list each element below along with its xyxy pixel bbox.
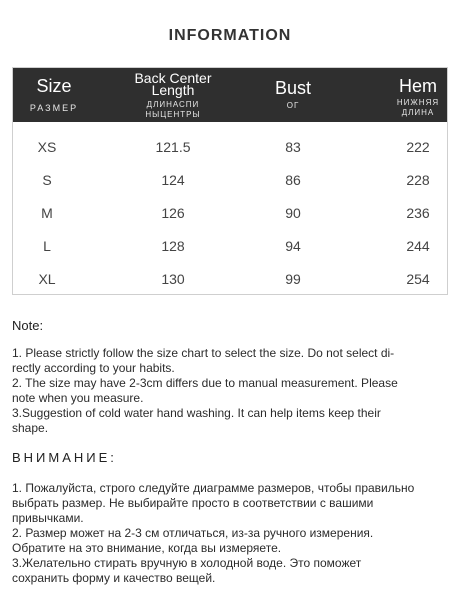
- table-row: [13, 229, 447, 263]
- header-hem-sub2: ДЛИНА: [401, 108, 435, 117]
- header-back-length-line1: Back Center: [134, 70, 212, 86]
- table-row: [13, 130, 447, 164]
- ru-notes: [12, 481, 452, 586]
- size-cell: S: [42, 172, 52, 188]
- header-back-length-sub1: ДЛИНАСПИ: [146, 100, 200, 109]
- header-bust-label: Bust: [274, 78, 312, 98]
- header-back-length: [113, 68, 233, 122]
- note-line: 2. The size may have 2-3cm differs due to manual measurement. Please: [12, 376, 398, 390]
- ru-line: 3.Желательно стирать вручную в холодной воде. Это поможет: [12, 556, 362, 570]
- header-back-length-sub2: НЫЦЕНТРЫ: [145, 110, 201, 119]
- note-line: note when you measure.: [12, 391, 144, 405]
- back-length-cell: 126: [161, 205, 185, 221]
- header-size: [13, 68, 95, 122]
- note-line: 3.Suggestion of cold water hand washing. It can help items keep their: [12, 406, 381, 420]
- note-line: 1. Please strictly follow the size chart to select the size. Do not select di-: [12, 346, 395, 360]
- note-heading: Note:: [12, 318, 44, 333]
- bust-cell: 94: [285, 238, 301, 254]
- bust-cell: 83: [285, 139, 301, 155]
- header-hem-sub1: НИЖНЯЯ: [396, 98, 440, 107]
- ru-line: сохранить форму и качество вещей.: [12, 571, 216, 585]
- hem-cell: 228: [406, 172, 430, 188]
- back-length-cell: 124: [161, 172, 185, 188]
- table-row: [13, 163, 447, 197]
- header-back-length-line2: Length: [151, 82, 195, 98]
- header-hem: [358, 68, 460, 122]
- note-item-1: [12, 346, 452, 436]
- header-bust-sub: ОГ: [286, 101, 300, 110]
- size-cell: L: [43, 238, 51, 254]
- note-line: rectly according to your habits.: [12, 361, 175, 375]
- bust-cell: 90: [285, 205, 301, 221]
- note-line: shape.: [12, 421, 49, 435]
- table-row: [13, 262, 447, 296]
- bust-cell: 99: [285, 271, 301, 287]
- hem-cell: 254: [406, 271, 430, 287]
- header-bust: [233, 68, 353, 122]
- ru-line: 1. Пожалуйста, строго следуйте диаграмме размеров, чтобы правильно: [12, 481, 415, 495]
- hem-cell: 222: [406, 139, 430, 155]
- ru-line: Обратите на это внимание, когда вы измеряете.: [12, 541, 282, 555]
- size-cell: M: [41, 205, 53, 221]
- page-title: INFORMATION: [168, 27, 292, 44]
- ru-line: 2. Размер может на 2-3 см отличаться, из-за ручного измерения.: [12, 526, 374, 540]
- size-cell: XS: [37, 139, 57, 155]
- header-size-label: Size: [36, 76, 72, 96]
- header-hem-label: Hem: [398, 76, 437, 96]
- bust-cell: 86: [285, 172, 301, 188]
- back-length-cell: 130: [161, 271, 185, 287]
- hem-cell: 236: [406, 205, 430, 221]
- ru-heading: ВНИМАНИЕ:: [12, 450, 117, 465]
- table-header: [13, 68, 447, 122]
- size-cell: XL: [38, 271, 56, 287]
- ru-line: выбрать размер. Не выбирайте просто в соответствии с вашими: [12, 496, 374, 510]
- size-table: [12, 67, 448, 295]
- back-length-cell: 128: [161, 238, 185, 254]
- hem-cell: 244: [406, 238, 430, 254]
- table-row: [13, 196, 447, 230]
- back-length-cell: 121.5: [155, 139, 191, 155]
- ru-line: привычками.: [12, 511, 84, 525]
- header-size-sub: РАЗМЕР: [29, 103, 79, 113]
